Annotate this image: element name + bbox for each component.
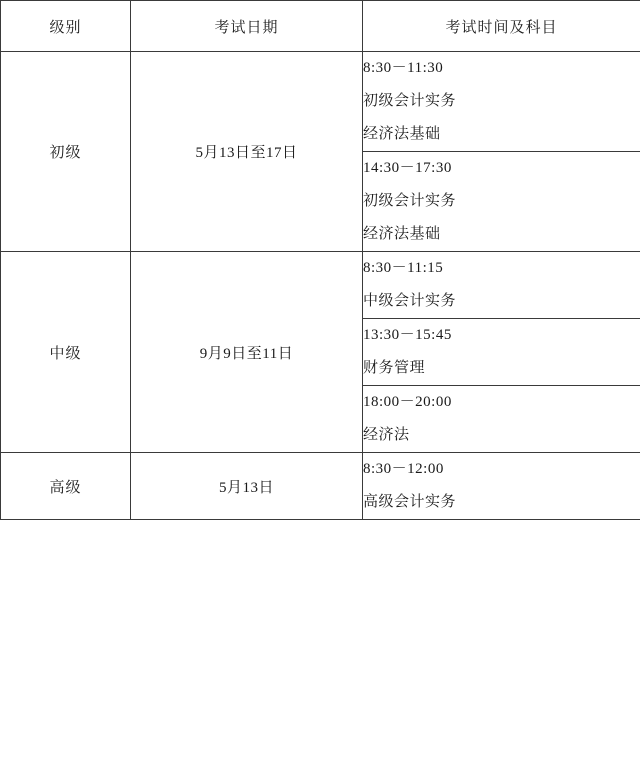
session-cell [363,152,640,252]
session-subject: 初级会计实务 [363,193,457,209]
session-subject: 高级会计实务 [363,494,457,510]
session-subject: 经济法基础 [363,226,441,242]
date-cell: 5月13日至17日 [131,52,363,252]
session-subject: 初级会计实务 [363,93,457,109]
session-time: 8:30－11:30 [363,60,444,76]
session-cell [363,52,640,152]
date-cell: 5月13日 [131,453,363,520]
table-header-row [1,1,640,52]
header-level: 级别 [1,1,131,52]
table-row [1,453,640,520]
level-cell: 初级 [1,52,131,252]
date-cell: 9月9日至11日 [131,252,363,453]
level-cell: 中级 [1,252,131,453]
session-cell [363,386,640,453]
session-time: 8:30－11:15 [363,260,444,276]
session-cell [363,252,640,319]
session-cell [363,453,640,520]
level-cell: 高级 [1,453,131,520]
table-row [1,252,640,319]
session-time: 14:30－17:30 [363,160,452,176]
session-time: 18:00－20:00 [363,394,452,410]
session-time: 8:30－12:00 [363,461,444,477]
session-subject: 经济法 [363,427,410,443]
header-time-subjects: 考试时间及科目 [363,1,640,52]
table-row [1,52,640,152]
header-date: 考试日期 [131,1,363,52]
session-subject: 经济法基础 [363,126,441,142]
session-subject: 财务管理 [363,360,426,376]
session-cell [363,319,640,386]
session-time: 13:30－15:45 [363,327,452,343]
session-subject: 中级会计实务 [363,293,457,309]
